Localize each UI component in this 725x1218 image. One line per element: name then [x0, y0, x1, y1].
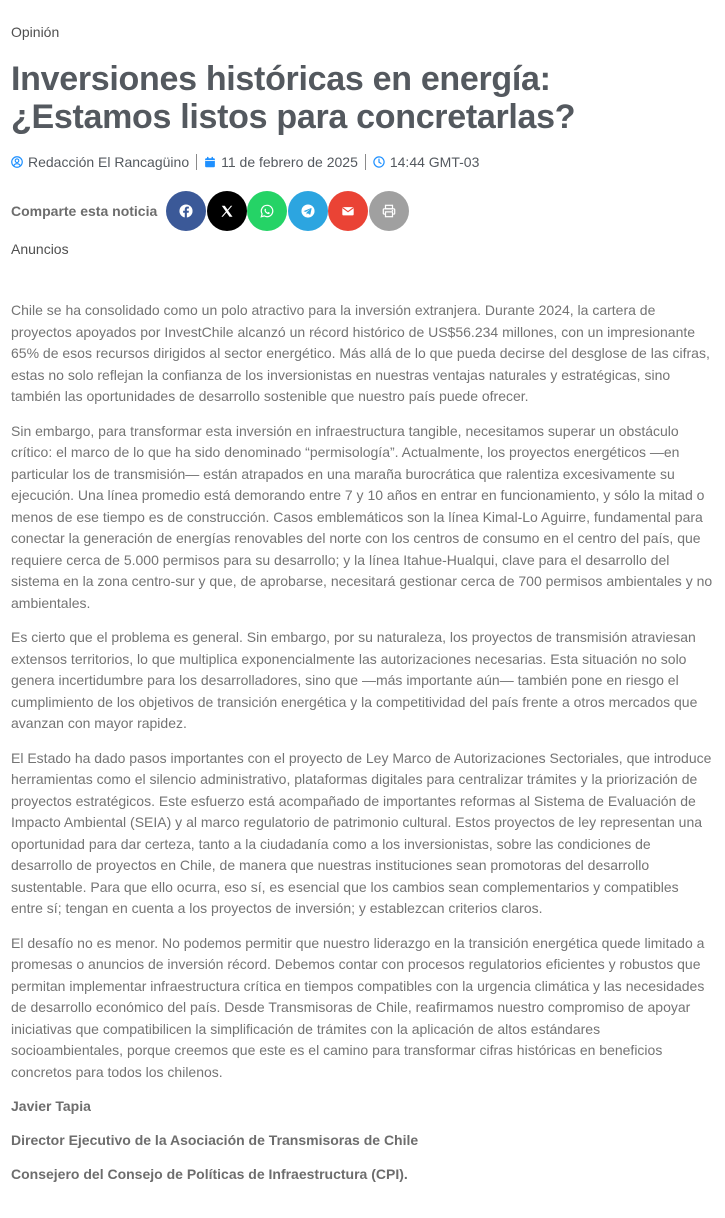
- title-line-2: ¿Estamos listos para concretarlas?: [11, 98, 576, 136]
- ads-label: Anuncios: [11, 241, 69, 257]
- author-name: Redacción El Rancagüino: [28, 154, 190, 170]
- article-meta: [11, 154, 479, 170]
- article-body: [11, 300, 714, 1198]
- share-x-button[interactable]: [207, 191, 247, 231]
- whatsapp-icon: [260, 204, 274, 218]
- article-paragraph: Es cierto que el problema es general. Sin embargo, por su naturaleza, los proyectos de transmisión atraviesan extensos territorios, lo que multiplica exponencialmente las autorizaciones necesarias. Esta situación no solo genera incertidumbre para los desarrolladores, sino que —más importante aún— también pone en riesgo el cumplimiento de los objetivos de transición energética y la competitividad del país frente a otros mercados que avanzan con mayor rapidez.: [11, 629, 698, 731]
- share-label: Comparte esta noticia: [11, 203, 158, 219]
- share-bar: [11, 191, 409, 231]
- article-paragraph: Chile se ha consolidado como un polo atractivo para la inversión extranjera. Durante 2024, la cartera de proyectos apoyados por InvestChile alcanzó un récord histórico de US$56.234 millones, con un impresionante 65% de esos recursos dirigidos al sector energético. Más allá de lo que pueda decirse del desglose de las cifras, estas no solo reflejan la confianza de los inversionistas en nuestras ventajas naturales y estratégicas, sino también las oportunidades de desarrollo sostenible que nuestro país puede ofrecer.: [11, 302, 710, 404]
- title-line-1: Inversiones históricas en energía:: [11, 60, 551, 98]
- telegram-icon: [301, 204, 315, 218]
- article-paragraph: El desafío no es menor. No podemos permitir que nuestro liderazgo en la transición energética quede limitado a promesas o anuncios de inversión récord. Debemos contar con procesos regulatorios eficientes y robustos que permitan implementar infraestructura crítica en tiempos compatibles con la urgencia climática y las necesidades de desarrollo económico del país. Desde Transmisoras de Chile, reafirmamos nuestro compromiso de apoyar iniciativas que compatibilicen la simplificación de trámites con la aplicación de altos estándares socioambientales, porque creemos que este es el camino para transformar cifras históricas en beneficios concretos para todos los chilenos.: [11, 934, 705, 1080]
- publish-date: 11 de febrero de 2025: [221, 154, 358, 170]
- article-paragraph: Sin embargo, para transformar esta inversión en infraestructura tangible, necesitamos superar un obstáculo crítico: el marco de lo que ha sido denominado “permisología”. Actualmente, los proyectos energéticos —en particular los de transmisión— están atrapados en una maraña burocrática que ralentiza excesivamente su ejecución. Una línea promedio está demorando entre 7 y 10 años en entrar en funcionamiento, y sólo la mitad o menos de ese tiempo es de construcción. Casos emblemáticos son la línea Kimal-Lo Aguirre, fundamental para conectar la generación de energías renovables del norte con los centros de consumo en el centro del país, que requiere cerca de 5.000 permisos para su desarrollo; y la línea Itahue-Hualqui, clave para el desarrollo del sistema en la zona centro-sur y que, de aprobarse, necesitará gestionar cerca de 700 permisos ambientales y no ambientales.: [11, 422, 713, 611]
- signature-name: Javier Tapia: [11, 1098, 91, 1114]
- share-print-button[interactable]: [369, 191, 409, 231]
- facebook-icon: [179, 204, 193, 218]
- envelope-icon: [341, 204, 355, 218]
- share-facebook-button[interactable]: [166, 191, 206, 231]
- print-icon: [382, 204, 396, 218]
- user-icon: [11, 156, 23, 168]
- x-icon: [220, 204, 234, 218]
- publish-time: 14:44 GMT-03: [389, 154, 480, 170]
- share-whatsapp-button[interactable]: [247, 191, 287, 231]
- signature-role-1: Director Ejecutivo de la Asociación de Transmisoras de Chile: [11, 1132, 419, 1148]
- page-title: [11, 60, 711, 136]
- clock-icon: [373, 156, 385, 168]
- signature-role-2: Consejero del Consejo de Políticas de Infraestructura (CPI).: [11, 1166, 408, 1182]
- article-paragraph: El Estado ha dado pasos importantes con el proyecto de Ley Marco de Autorizaciones Sectoriales, que introduce herramientas como el silencio administrativo, plataformas digitales para centralizar trámites y la priorización de proyectos estratégicos. Este esfuerzo está acompañado de importantes reformas al Sistema de Evaluación de Impacto Ambiental (SEIA) y al marco regulatorio de patrimonio cultural. Estos proyectos de ley representan una oportunidad para dar certeza, tanto a la ciudadanía como a los inversionistas, sobre las condiciones de desarrollo de proyectos en Chile, de manera que nuestras instituciones sean promotoras del desarrollo sustentable. Para que ello ocurra, eso sí, es esencial que los cambios sean complementarios y compatibles entre sí; tengan en cuenta a los proyectos de inversión; y establezcan criterios claros.: [11, 749, 712, 916]
- date-meta: [204, 154, 358, 170]
- author-meta[interactable]: [11, 154, 189, 170]
- meta-divider: [365, 154, 366, 170]
- share-telegram-button[interactable]: [288, 191, 328, 231]
- category-label[interactable]: Opinión: [11, 24, 60, 40]
- time-meta: [373, 154, 480, 170]
- calendar-icon: [204, 156, 216, 168]
- meta-divider: [196, 154, 197, 170]
- share-email-button[interactable]: [328, 191, 368, 231]
